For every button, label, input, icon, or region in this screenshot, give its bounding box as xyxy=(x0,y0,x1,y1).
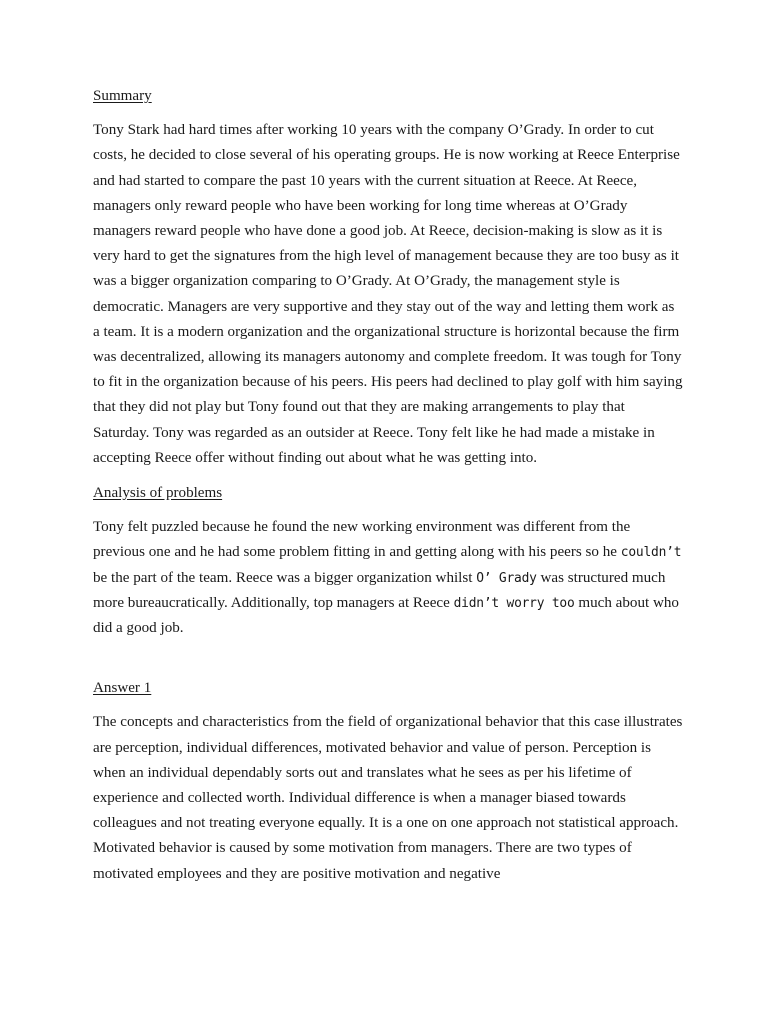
summary-heading: Summary xyxy=(93,88,152,104)
analysis-paragraph xyxy=(93,515,683,641)
analysis-mono-3: didn’t worry too xyxy=(453,595,575,611)
analysis-mono-1: couldn’t xyxy=(620,545,682,561)
analysis-text-1: Tony felt puzzled because he found the new working environment was different from the previous one and he had some problem fitting in and getting along with his peers so he xyxy=(93,519,631,561)
document-body xyxy=(93,84,683,887)
analysis-heading: Analysis of problems xyxy=(93,485,223,502)
analysis-mono-2: O’ Grady xyxy=(476,570,537,586)
answer1-heading: Answer 1 xyxy=(93,680,152,697)
answer1-paragraph: The concepts and characteristics from the field of organizational behavior that this case illustrates are perception, individual differences, motivated behavior and value of person. Perception is when an individual dependably sorts out and translates what he sees as per his lifetime of experience and collected worth. Individual difference is when a manager biased towards colleagues and not treating everyone equally. It is a one on one approach not statistical approach. Motivated behavior is caused by some motivation from managers. There are two types of motivated employees and they are positive motivation and negative xyxy=(93,714,683,882)
analysis-text-3: was structured much more bureaucratically. Additionally, top managers at Reece xyxy=(93,569,666,611)
analysis-text-4: much about who did a good job. xyxy=(93,594,679,637)
analysis-text-2: be the part of the team. Reece was a bigger organization whilst xyxy=(93,569,473,586)
summary-paragraph: Tony Stark had hard times after working 10 years with the company O’Grady. In order to cut costs, he decided to close several of his operating groups. He is now working at Reece Enterprise and had started to compare the past 10 years with the current situation at Reece. At Reece, managers only reward people who have been working for long time whereas at O’Grady managers reward people who have done a good job. At Reece, decision-making is slow as it is very hard to get the signatures from the high level of management because they are too busy as it was a bigger organization comparing to O’Grady. At O’Grady, the management style is democratic. Managers are very supportive and they stay out of the way and letting them work as a team. It is a modern organization and the organizational structure is horizontal because the firm was decentralized, allowing its managers autonomy and complete freedom. It was tough for Tony to fit in the organization because of his peers. His peers had declined to play golf with him saying that they did not play but Tony found out that they are making arrangements to play that Saturday. Tony was regarded as an outsider at Reece. Tony felt like he had made a mistake in accepting Reece offer without finding out about what he was getting into. xyxy=(93,122,683,466)
